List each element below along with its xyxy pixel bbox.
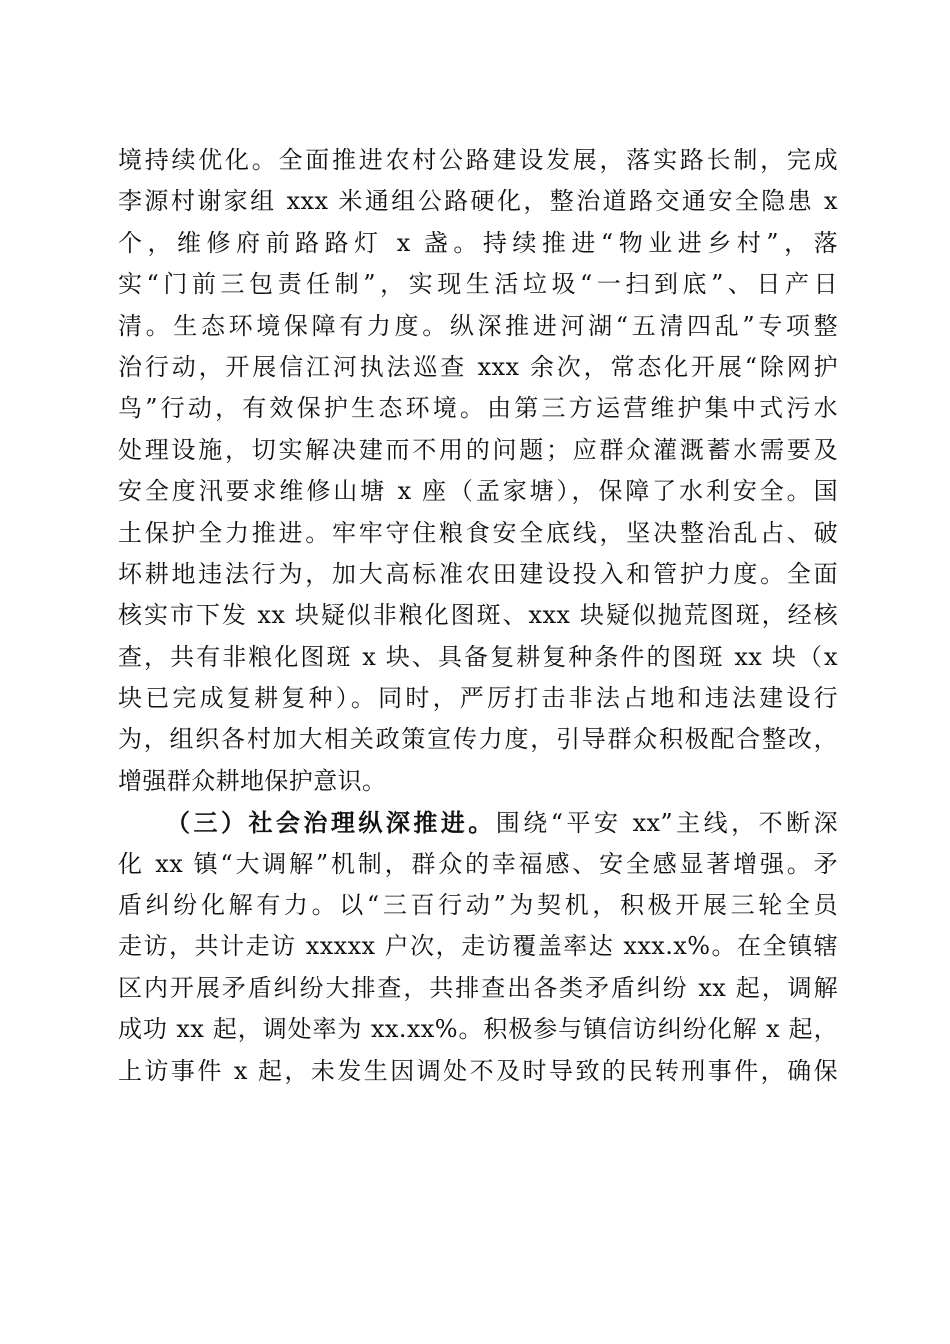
body-line: 区内开展矛盾纠纷大排查，共排查出各类矛盾纠纷 xx 起，调解 [118,973,838,1002]
body-line: 成功 xx 起，调处率为 xx.xx%。积极参与镇信访纠纷化解 x 起， [118,1015,838,1044]
paragraph-last-line: 增强群众耕地保护意识。 [118,766,387,795]
document-body [118,140,838,1092]
body-line: 李源村谢家组 xxx 米通组公路硬化，整治道路交通安全隐患 x [118,187,838,216]
body-line: 为，组织各村加大相关政策宣传力度，引导群众积极配合整改， [118,725,838,754]
body-line: 清。生态环境保障有力度。纵深推进河湖“五清四乱”专项整 [118,311,838,340]
section-3-first-line-text: 围绕“平安 xx”主线，不断深 [495,809,838,838]
body-line: 个，维修府前路路灯 x 盏。持续推进“物业进乡村”，落 [118,228,838,257]
body-line: 核实市下发 xx 块疑似非粮化图斑、xxx 块疑似抛荒图斑，经核 [118,601,838,630]
body-line: 境持续优化。全面推进农村公路建设发展，落实路长制，完成 [118,146,838,174]
body-line: 上访事件 x 起，未发生因调处不及时导致的民转刑事件，确保 [118,1056,838,1085]
body-line: 坏耕地违法行为，加大高标准农田建设投入和管护力度。全面 [118,559,838,588]
body-line: 盾纠纷化解有力。以“三百行动”为契机，积极开展三轮全员 [118,891,838,920]
body-line: 走访，共计走访 xxxxx 户次，走访覆盖率达 xxx.x%。在全镇辖 [118,932,838,961]
body-line: 治行动，开展信江河执法巡查 xxx 余次，常态化开展“除网护 [118,352,838,381]
body-line: 块已完成复耕复种）。同时，严厉打击非法占地和违法建设行 [118,684,838,713]
section-3-first-line [118,802,838,843]
body-line: 查，共有非粮化图斑 x 块、具备复耕复种条件的图斑 xx 块（x [118,642,838,671]
body-line: 土保护全力推进。牢牢守住粮食安全底线，坚决整治乱占、破 [118,518,838,547]
body-line: 化 xx 镇“大调解”机制，群众的幸福感、安全感显著增强。矛 [118,849,838,878]
body-line: 实“门前三包责任制”，实现生活垃圾“一扫到底”、日产日 [118,270,838,299]
body-line: 处理设施，切实解决建而不用的问题；应群众灌溉蓄水需要及 [118,435,838,464]
section-3-heading: （三）社会治理纵深推进。 [166,808,496,838]
body-line: 鸟”行动，有效保护生态环境。由第三方运营维护集中式污水 [118,394,838,423]
body-line: 安全度汛要求维修山塘 x 座（孟家塘），保障了水利安全。国 [118,477,838,506]
